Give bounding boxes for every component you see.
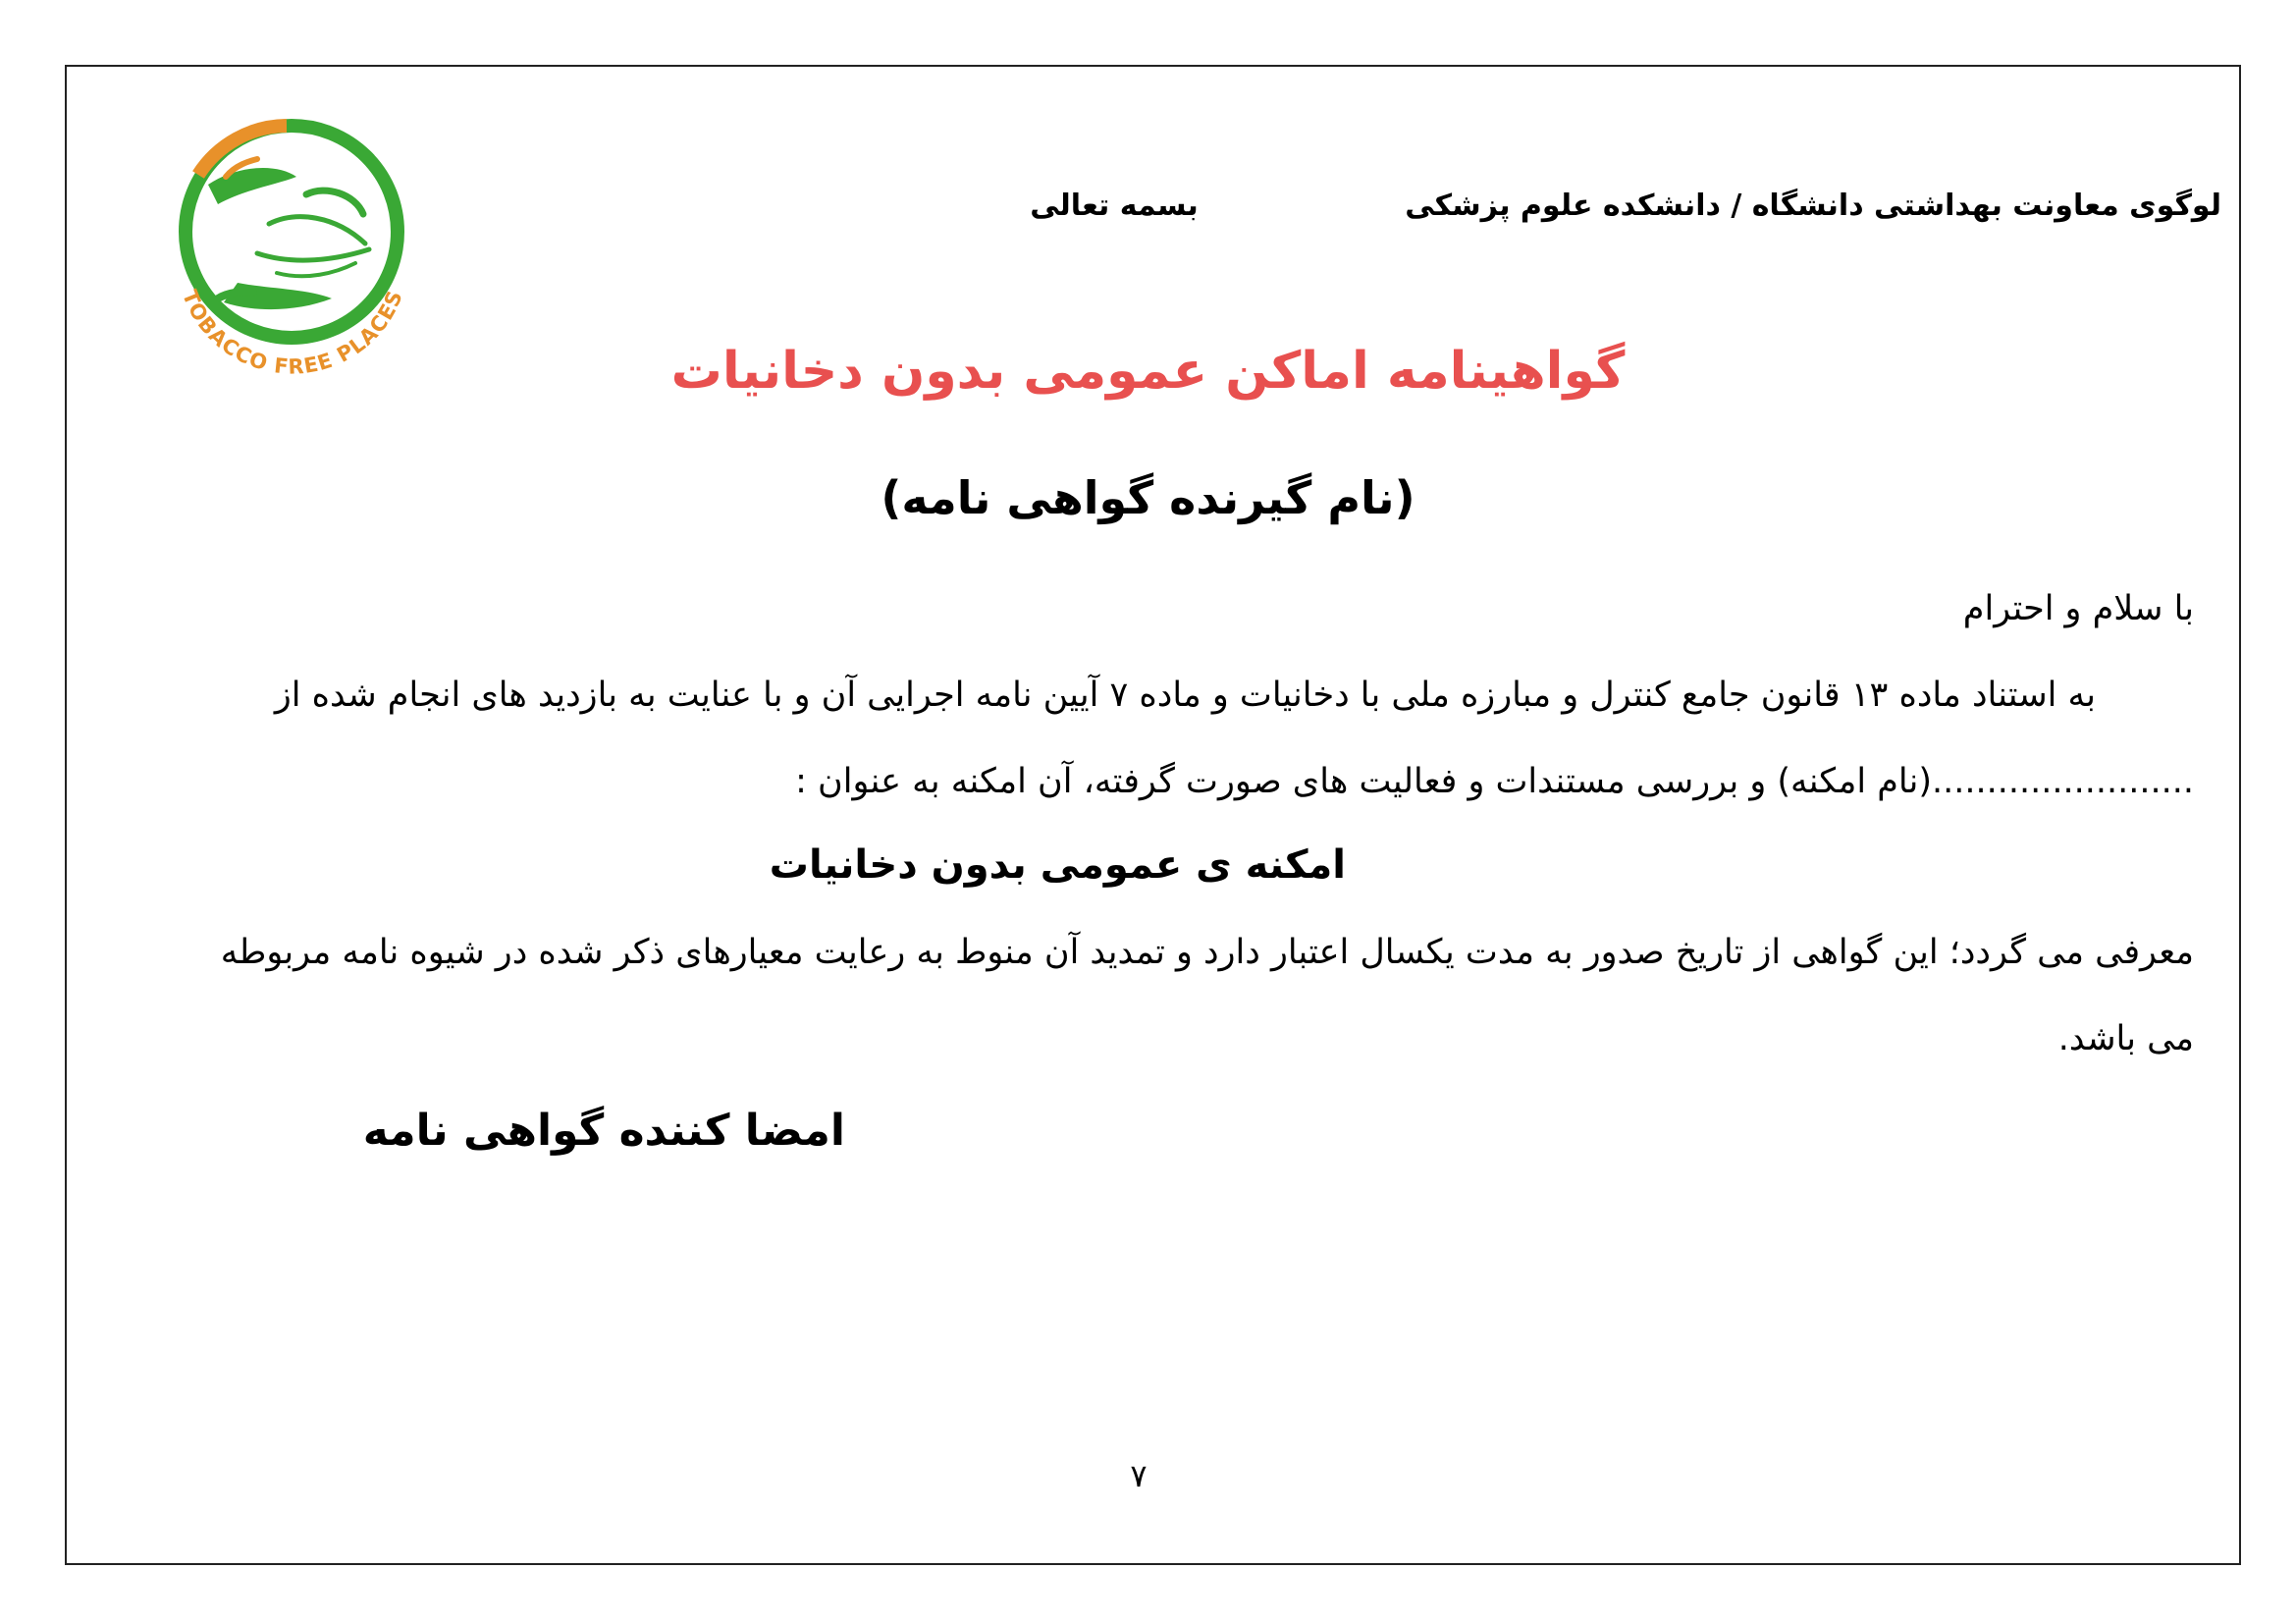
page-number: ۷ [1130,1457,1148,1494]
body-line-1: به استناد ماده ۱۳ قانون جامع کنترل و مبارزه ملی با دخانیات و ماده ۷ آیین نامه اجرایی آن و با عنایت به بازدید های انجام شده از [274,676,2096,715]
body-line-3: معرفی می گردد؛ این گواهی از تاریخ صدور به مدت یکسال اعتبار دارد و تمدید آن منوط به رعایت معیارهای ذکر شده در شیوه نامه مربوطه [220,933,2194,972]
logo-ring-text: TOBACCO FREE PLACES [177,287,408,379]
greeting-line: با سلام و احترام [1962,589,2194,628]
designation-heading: امکنه ی عمومی بدون دخانیات [769,842,1346,888]
certificate-title: گواهینامه اماکن عمومی بدون دخانیات [670,342,1626,401]
university-logo-placeholder-text: لوگوی معاونت بهداشتی دانشگاه / دانشکده علوم پزشکی [1405,189,2221,223]
recipient-name-placeholder: (نام گیرنده گواهی نامه) [881,471,1415,524]
signer-label: امضا کننده گواهی نامه [362,1106,845,1156]
body-line-4: می باشد. [2057,1019,2194,1058]
basmala-heading: بسمه تعالی [1030,189,1199,223]
body-line-2: ........................(نام امکنه) و بررسی مستندات و فعالیت های صورت گرفته، آن امکنه به عنوان : [795,762,2194,801]
